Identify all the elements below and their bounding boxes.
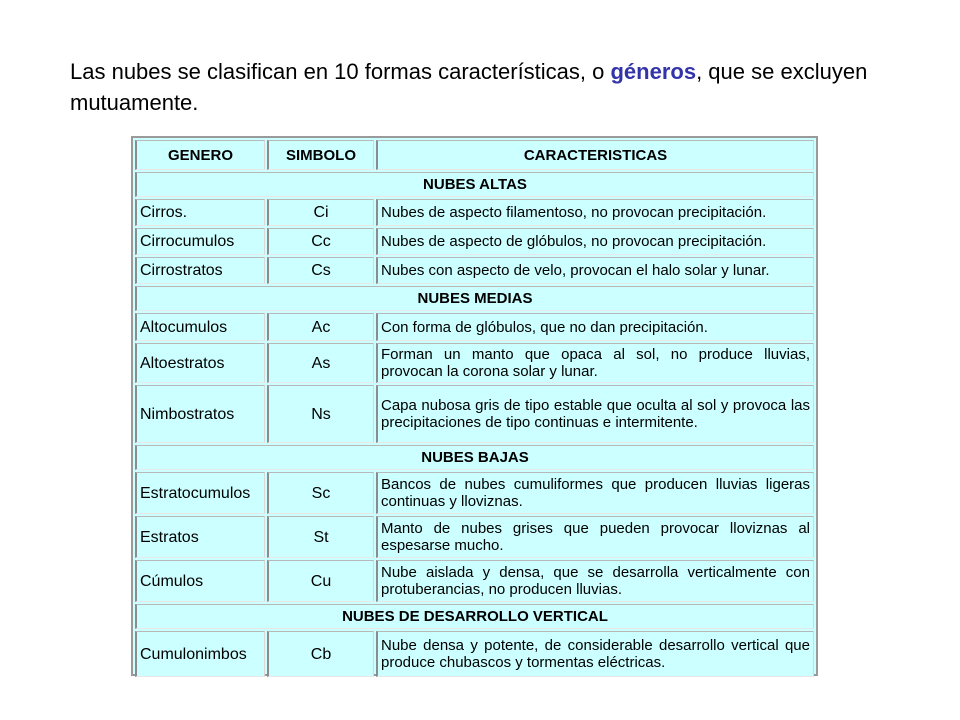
cell-caracteristicas: Nube densa y potente, de considerable desarrollo vertical que produce chubascos y tormentas eléctricas.	[376, 631, 814, 677]
section-title: NUBES DE DESARROLLO VERTICAL	[135, 604, 814, 629]
cell-simbolo: Cu	[267, 560, 374, 602]
cell-genero: Cumulonimbos	[135, 631, 265, 677]
cell-simbolo: Sc	[267, 472, 374, 514]
cell-genero: Cirrocumulos	[135, 228, 265, 255]
cell-genero: Altocumulos	[135, 313, 265, 341]
cell-genero: Estratos	[135, 516, 265, 558]
cell-caracteristicas: Nubes con aspecto de velo, provocan el halo solar y lunar.	[376, 257, 814, 284]
cell-caracteristicas: Bancos de nubes cumuliformes que producen lluvias ligeras continuas y lloviznas.	[376, 472, 814, 514]
table-row	[135, 385, 814, 443]
table-row	[135, 199, 814, 226]
cell-simbolo: Ns	[267, 385, 374, 443]
table-row	[135, 228, 814, 255]
cell-simbolo: Cs	[267, 257, 374, 284]
cell-caracteristicas: Nubes de aspecto de glóbulos, no provocan precipitación.	[376, 228, 814, 255]
cell-caracteristicas: Capa nubosa gris de tipo estable que oculta al sol y provoca las precipitaciones de tipo continuas e intermitente.	[376, 385, 814, 443]
table-row	[135, 343, 814, 383]
intro-text-before: Las nubes se clasifican en 10 formas características, o	[70, 59, 611, 84]
cell-genero: Cúmulos	[135, 560, 265, 602]
header-caracteristicas: CARACTERISTICAS	[376, 140, 814, 170]
table-row	[135, 257, 814, 284]
cell-simbolo: St	[267, 516, 374, 558]
cell-simbolo: As	[267, 343, 374, 383]
header-simbolo: SIMBOLO	[267, 140, 374, 170]
section-title: NUBES ALTAS	[135, 172, 814, 197]
intro-paragraph	[70, 56, 910, 118]
intro-highlight: géneros	[610, 59, 697, 84]
section-title: NUBES BAJAS	[135, 445, 814, 470]
table-row	[135, 472, 814, 514]
table-row	[135, 560, 814, 602]
cell-genero: Cirrostratos	[135, 257, 265, 284]
cell-caracteristicas: Forman un manto que opaca al sol, no produce lluvias, provocan la corona solar y lunar.	[376, 343, 814, 383]
section-title: NUBES MEDIAS	[135, 286, 814, 311]
cell-caracteristicas: Manto de nubes grises que pueden provocar lloviznas al espesarse mucho.	[376, 516, 814, 558]
table-row	[135, 313, 814, 341]
cell-caracteristicas: Con forma de glóbulos, que no dan precipitación.	[376, 313, 814, 341]
table-row	[135, 516, 814, 558]
cell-simbolo: Ci	[267, 199, 374, 226]
header-genero: GENERO	[135, 140, 265, 170]
cell-simbolo: Cb	[267, 631, 374, 677]
cell-caracteristicas: Nubes de aspecto filamentoso, no provocan precipitación.	[376, 199, 814, 226]
cell-caracteristicas: Nube aislada y densa, que se desarrolla verticalmente con protuberancias, no producen lluvias.	[376, 560, 814, 602]
cell-genero: Cirros.	[135, 199, 265, 226]
cell-genero: Nimbostratos	[135, 385, 265, 443]
cell-simbolo: Ac	[267, 313, 374, 341]
cloud-genera-table	[131, 136, 818, 676]
cell-simbolo: Cc	[267, 228, 374, 255]
intro-text-after: , que se excluyen mutuamente.	[70, 59, 868, 115]
cell-genero: Estratocumulos	[135, 472, 265, 514]
cell-genero: Altoestratos	[135, 343, 265, 383]
table-row	[135, 631, 814, 677]
